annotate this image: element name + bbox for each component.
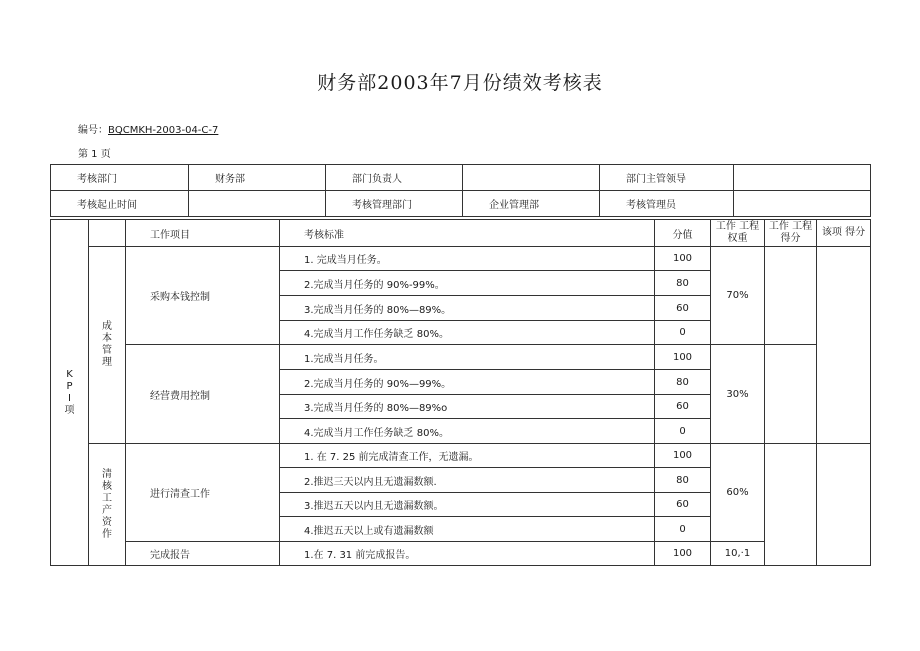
weight-cell: 30%	[711, 345, 765, 444]
mgmt-dept-value: 企业管理部	[463, 191, 600, 217]
period-value	[189, 191, 326, 217]
col-header-item: 工作项目	[126, 220, 280, 247]
item-score-cell	[765, 444, 817, 566]
group-label-cell	[89, 444, 126, 566]
score-cell: 100	[655, 444, 711, 468]
col-header-item-score: 工作 工程 得分	[765, 220, 817, 247]
dept-label: 考核部门	[51, 165, 189, 191]
admin-label: 考核管理员	[600, 191, 734, 217]
weight-cell: 70%	[711, 247, 765, 345]
score-cell: 100	[655, 345, 711, 370]
admin-value	[734, 191, 871, 217]
score-cell: 0	[655, 321, 711, 345]
standard-cell: 2.完成当月任务的 90%—99%。	[280, 370, 655, 395]
score-cell: 80	[655, 468, 711, 493]
col-header-score: 分值	[655, 220, 711, 247]
item-name: 采购本钱控制	[126, 247, 280, 345]
lead-value	[463, 165, 600, 191]
standard-cell: 2.推迟三天以内且无遗漏数额.	[280, 468, 655, 493]
item-score-cell	[765, 345, 817, 444]
score-cell: 80	[655, 271, 711, 296]
standard-cell: 3.完成当月任务的 80%—89%o	[280, 395, 655, 419]
doc-code-label: 编号：	[78, 125, 108, 136]
weight-cell: 60%	[711, 444, 765, 542]
standard-cell: 3.完成当月任务的 80%—89%。	[280, 296, 655, 321]
standard-cell: 1. 完成当月任务。	[280, 247, 655, 271]
item-score-cell	[765, 247, 817, 345]
weight-cell: 10,·1	[711, 542, 765, 566]
col-header-weight: 工作 工程 权重	[711, 220, 765, 247]
supervisor-value	[734, 165, 871, 191]
total-score-cell	[817, 247, 871, 444]
group-label-cell	[89, 247, 126, 444]
standard-cell: 2.完成当月任务的 90%-99%。	[280, 271, 655, 296]
score-cell: 80	[655, 370, 711, 395]
dept-value: 财务部	[189, 165, 326, 191]
score-cell: 60	[655, 296, 711, 321]
standard-cell: 4.推迟五天以上或有遗漏数额	[280, 517, 655, 542]
score-cell: 100	[655, 542, 711, 566]
score-cell: 100	[655, 247, 711, 271]
kpi-label-cell	[51, 220, 89, 566]
group-label: 成本管理	[102, 321, 112, 368]
standard-cell: 4.完成当月工作任务缺乏 80%。	[280, 419, 655, 444]
group-label: 清核工产资作	[102, 468, 112, 540]
score-cell: 60	[655, 395, 711, 419]
score-cell: 0	[655, 419, 711, 444]
header-info-table	[50, 164, 871, 217]
blank-header-cell	[89, 220, 126, 247]
kpi-label: K P I 项	[64, 368, 75, 416]
lead-label: 部门负责人	[326, 165, 463, 191]
item-name: 完成报告	[126, 542, 280, 566]
supervisor-label: 部门主管领导	[600, 165, 734, 191]
doc-code-value: BQCMKH-2003-04-C-7	[108, 125, 219, 136]
standard-cell: 1. 在 7. 25 前完成清查工作，无遗漏。	[280, 444, 655, 468]
period-label: 考核起止时间	[51, 191, 189, 217]
standard-cell: 1.在 7. 31 前完成报告。	[280, 542, 655, 566]
standard-cell: 4.完成当月工作任务缺乏 80%。	[280, 321, 655, 345]
score-cell: 0	[655, 517, 711, 542]
col-header-standard: 考核标准	[280, 220, 655, 247]
total-score-cell	[817, 444, 871, 566]
item-name: 进行清查工作	[126, 444, 280, 542]
kpi-table	[50, 219, 871, 566]
page-title: 财务部2003年7月份绩效考核表	[317, 72, 603, 94]
doc-code	[78, 121, 218, 136]
page-number: 第 1 页	[78, 149, 111, 160]
score-cell: 60	[655, 493, 711, 517]
mgmt-dept-label: 考核管理部门	[326, 191, 463, 217]
standard-cell: 3.推迟五天以内且无遗漏数额。	[280, 493, 655, 517]
standard-cell: 1.完成当月任务。	[280, 345, 655, 370]
col-header-total: 该项 得分	[817, 220, 871, 247]
item-name: 经营费用控制	[126, 345, 280, 444]
